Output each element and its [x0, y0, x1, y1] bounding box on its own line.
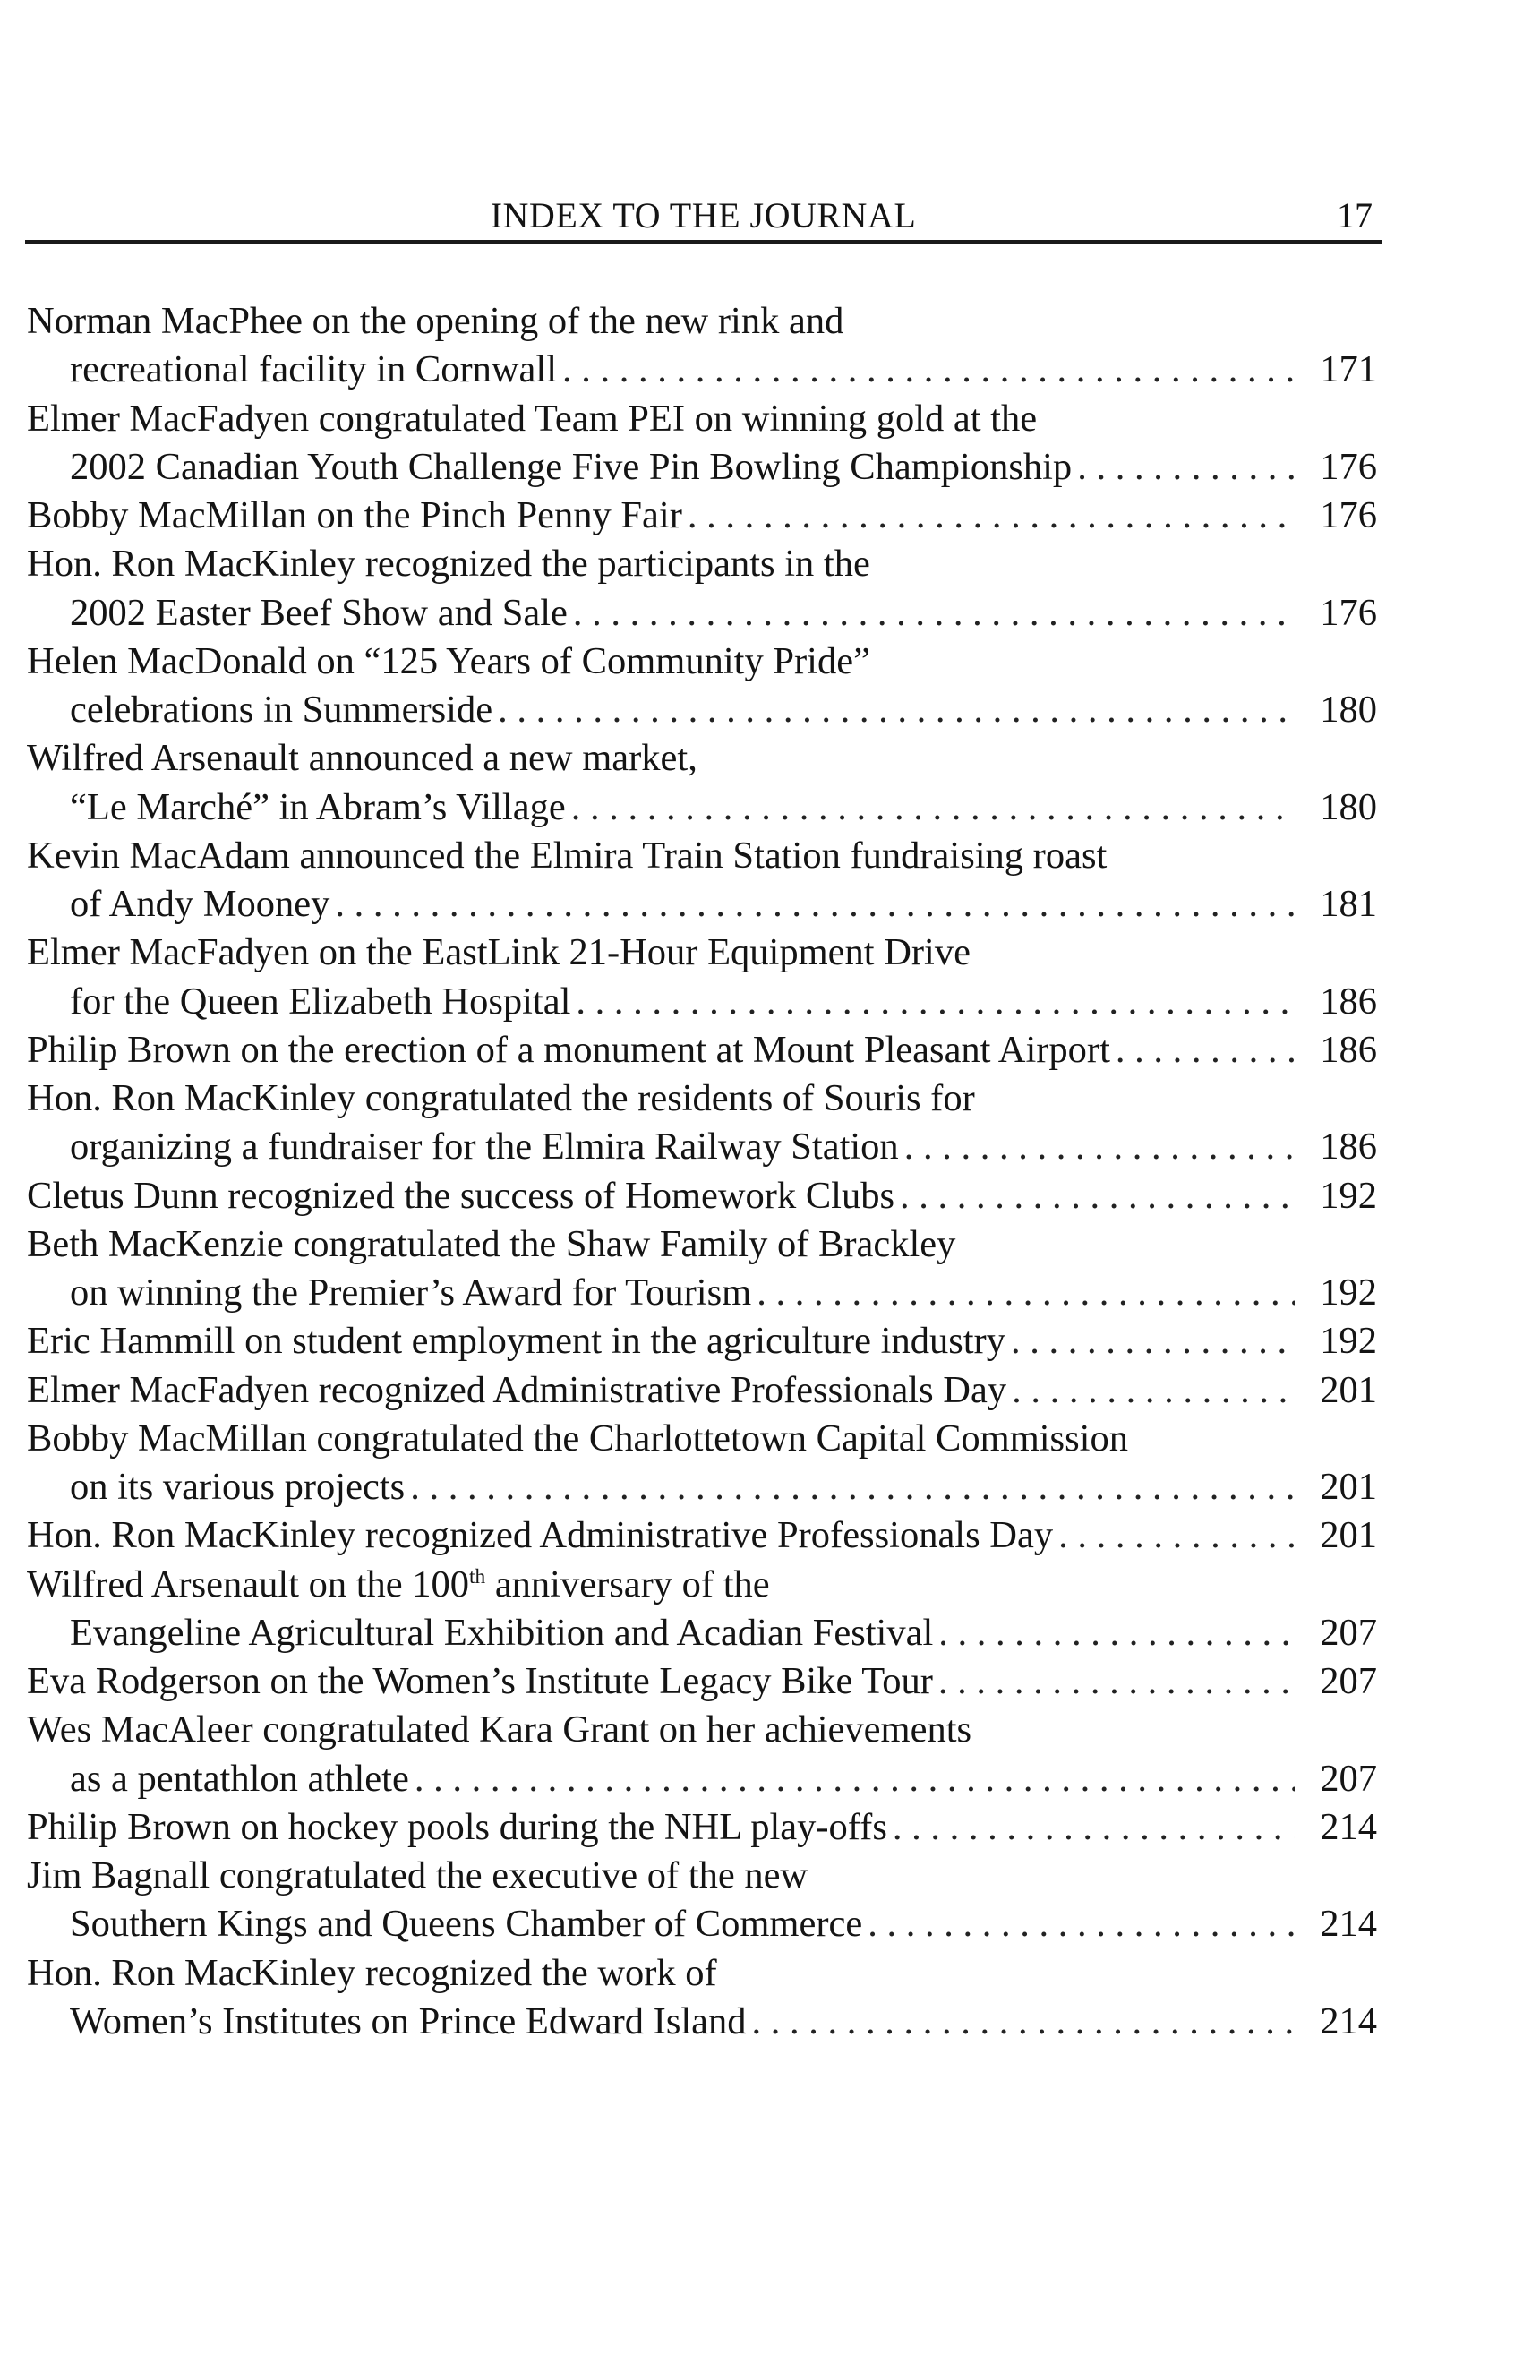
dot-leader — [415, 1755, 1295, 1803]
index-entry — [27, 1366, 1377, 1415]
entry-leader-line — [27, 1123, 1377, 1171]
dot-leader — [1058, 1511, 1295, 1560]
entry-page-number: 207 — [1320, 1660, 1377, 1702]
entry-text-line: Philip Brown on hockey pools during the NHL play-offs — [27, 1805, 887, 1848]
entry-text-line: Kevin MacAdam announced the Elmira Train Station fundraising roast — [27, 834, 1108, 877]
entry-text-line: Eva Rodgerson on the Women’s Institute Legacy Bike Tour — [27, 1660, 933, 1702]
entry-page-number: 180 — [1320, 785, 1377, 828]
entry-text-line: Wilfred Arsenault on the 100th anniversary of the — [27, 1562, 770, 1605]
index-entry — [27, 395, 1377, 492]
index-entry — [27, 1026, 1377, 1074]
dot-leader — [904, 1123, 1295, 1171]
index-entry — [27, 638, 1377, 735]
entry-text-line: organizing a fundraiser for the Elmira Railway Station — [70, 1126, 899, 1169]
entry-page-number: 192 — [1320, 1320, 1377, 1363]
entry-leader-line — [27, 1609, 1377, 1657]
entry-leader-line — [27, 1269, 1377, 1317]
entry-page-number: 201 — [1320, 1466, 1377, 1508]
entry-text-line: recreational facility in Cornwall — [70, 348, 558, 391]
entry-text-line: 2002 Canadian Youth Challenge Five Pin Bowling Championship — [70, 445, 1073, 488]
dot-leader — [757, 1269, 1295, 1317]
index-entry — [27, 1220, 1377, 1318]
entry-leader-line — [27, 783, 1377, 832]
entry-leader-line — [27, 1803, 1377, 1852]
entry-text-line: “Le Marché” in Abram’s Village — [70, 785, 566, 828]
entry-text-line: of Andy Mooney — [70, 883, 330, 925]
entry-page-number: 186 — [1320, 1028, 1377, 1071]
entry-leader-line — [27, 1317, 1377, 1366]
entry-leader-line — [27, 1511, 1377, 1560]
entry-text-line: Southern Kings and Queens Chamber of Commerce — [70, 1903, 863, 1946]
entry-page-number: 192 — [1320, 1271, 1377, 1314]
dot-leader — [900, 1172, 1295, 1220]
index-entry — [27, 297, 1377, 395]
index-entry — [27, 1415, 1377, 1512]
entry-page-number: 171 — [1320, 348, 1377, 391]
dot-leader — [335, 880, 1295, 929]
index-entry — [27, 1317, 1377, 1366]
entry-text-line: Hon. Ron MacKinley congratulated the residents of Souris for — [27, 1077, 975, 1119]
entry-text-line: Bobby MacMillan on the Pinch Penny Fair — [27, 494, 682, 536]
entry-page-number: 186 — [1320, 980, 1377, 1023]
entry-page-number: 181 — [1320, 883, 1377, 925]
dot-leader — [410, 1463, 1295, 1511]
index-entry — [27, 929, 1377, 1026]
entry-text-line: for the Queen Elizabeth Hospital — [70, 980, 571, 1023]
index-entry-list — [27, 297, 1377, 2046]
entry-text-line: on its various projects — [70, 1466, 406, 1508]
entry-text-line: Hon. Ron MacKinley recognized the participants in the — [27, 543, 870, 586]
entry-text-line: Eric Hammill on student employment in the agriculture industry — [27, 1320, 1005, 1363]
dot-leader — [562, 346, 1295, 394]
entry-page-number: 176 — [1320, 591, 1377, 634]
dot-leader — [688, 492, 1295, 540]
entry-leader-line — [27, 978, 1377, 1026]
index-entry — [27, 1803, 1377, 1852]
dot-leader — [1012, 1366, 1295, 1415]
dot-leader — [576, 978, 1295, 1026]
page-number: 17 — [1337, 195, 1373, 235]
entry-text-line: Hon. Ron MacKinley recognized the work of — [27, 1951, 717, 1994]
entry-text-line: Hon. Ron MacKinley recognized Administrative Professionals Day — [27, 1514, 1054, 1557]
page-header — [25, 192, 1382, 244]
index-entry — [27, 1172, 1377, 1220]
index-entry — [27, 1706, 1377, 1803]
index-entry — [27, 540, 1377, 638]
entry-leader-line — [27, 1755, 1377, 1803]
dot-leader — [938, 1609, 1295, 1657]
entry-leader-line — [27, 880, 1377, 929]
entry-leader-line — [27, 443, 1377, 492]
entry-page-number: 214 — [1320, 1805, 1377, 1848]
index-entry — [27, 492, 1377, 540]
entry-text-line: Wes MacAleer congratulated Kara Grant on her achievements — [27, 1708, 972, 1751]
dot-leader — [573, 589, 1295, 638]
entry-leader-line — [27, 1900, 1377, 1948]
index-entry — [27, 832, 1377, 929]
entry-text-line: Helen MacDonald on “125 Years of Community Pride” — [27, 639, 870, 682]
entry-text-line: celebrations in Summerside — [70, 689, 493, 731]
dot-leader — [1011, 1317, 1295, 1366]
entry-page-number: 214 — [1320, 1903, 1377, 1946]
entry-leader-line — [27, 492, 1377, 540]
dot-leader — [1077, 443, 1295, 492]
entry-text-line: Women’s Institutes on Prince Edward Island — [70, 1999, 747, 2042]
entry-text-line: Philip Brown on the erection of a monument at Mount Pleasant Airport — [27, 1028, 1110, 1071]
entry-text-line: Elmer MacFadyen congratulated Team PEI on winning gold at the — [27, 397, 1038, 440]
entry-leader-line — [27, 1657, 1377, 1706]
index-entry — [27, 1657, 1377, 1706]
entry-page-number: 192 — [1320, 1174, 1377, 1217]
dot-leader — [938, 1657, 1295, 1706]
entry-text-line: Cletus Dunn recognized the success of Homework Clubs — [27, 1174, 895, 1217]
entry-page-number: 207 — [1320, 1611, 1377, 1654]
dot-leader — [1116, 1026, 1295, 1074]
index-entry — [27, 1852, 1377, 1949]
entry-text-line: on winning the Premier’s Award for Tourism — [70, 1271, 752, 1314]
index-entry — [27, 1074, 1377, 1172]
dot-leader — [893, 1803, 1295, 1852]
entry-text-line: Elmer MacFadyen recognized Administrative Professionals Day — [27, 1368, 1007, 1411]
entry-text-line: Evangeline Agricultural Exhibition and Acadian Festival — [70, 1611, 934, 1654]
entry-leader-line — [27, 1366, 1377, 1415]
entry-leader-line — [27, 686, 1377, 734]
index-entry — [27, 734, 1377, 832]
dot-leader — [868, 1900, 1295, 1948]
entry-leader-line — [27, 1998, 1377, 2046]
entry-text-line: Jim Bagnall congratulated the executive of the new — [27, 1854, 808, 1896]
entry-page-number: 176 — [1320, 494, 1377, 536]
entry-page-number: 186 — [1320, 1126, 1377, 1169]
entry-text-line: Wilfred Arsenault announced a new market, — [27, 737, 697, 780]
entry-text-line: Bobby MacMillan congratulated the Charlottetown Capital Commission — [27, 1417, 1128, 1460]
entry-text-line: Beth MacKenzie congratulated the Shaw Family of Brackley — [27, 1222, 956, 1265]
index-entry — [27, 1561, 1377, 1658]
index-entry — [27, 1511, 1377, 1560]
entry-page-number: 214 — [1320, 1999, 1377, 2042]
entry-text-line: Elmer MacFadyen on the EastLink 21-Hour Equipment Drive — [27, 931, 971, 974]
dot-leader — [571, 783, 1295, 832]
entry-page-number: 176 — [1320, 445, 1377, 488]
entry-text-line: as a pentathlon athlete — [70, 1757, 409, 1800]
entry-leader-line — [27, 346, 1377, 394]
entry-leader-line — [27, 1026, 1377, 1074]
index-entry — [27, 1949, 1377, 2047]
entry-page-number: 180 — [1320, 689, 1377, 731]
entry-page-number: 207 — [1320, 1757, 1377, 1800]
running-title: INDEX TO THE JOURNAL — [490, 195, 917, 235]
entry-text-line: Norman MacPhee on the opening of the new rink and — [27, 300, 844, 342]
entry-leader-line — [27, 1463, 1377, 1511]
entry-page-number: 201 — [1320, 1368, 1377, 1411]
entry-leader-line — [27, 1172, 1377, 1220]
dot-leader — [498, 686, 1295, 734]
entry-text-line: 2002 Easter Beef Show and Sale — [70, 591, 568, 634]
dot-leader — [752, 1998, 1295, 2046]
entry-page-number: 201 — [1320, 1514, 1377, 1557]
entry-leader-line — [27, 589, 1377, 638]
